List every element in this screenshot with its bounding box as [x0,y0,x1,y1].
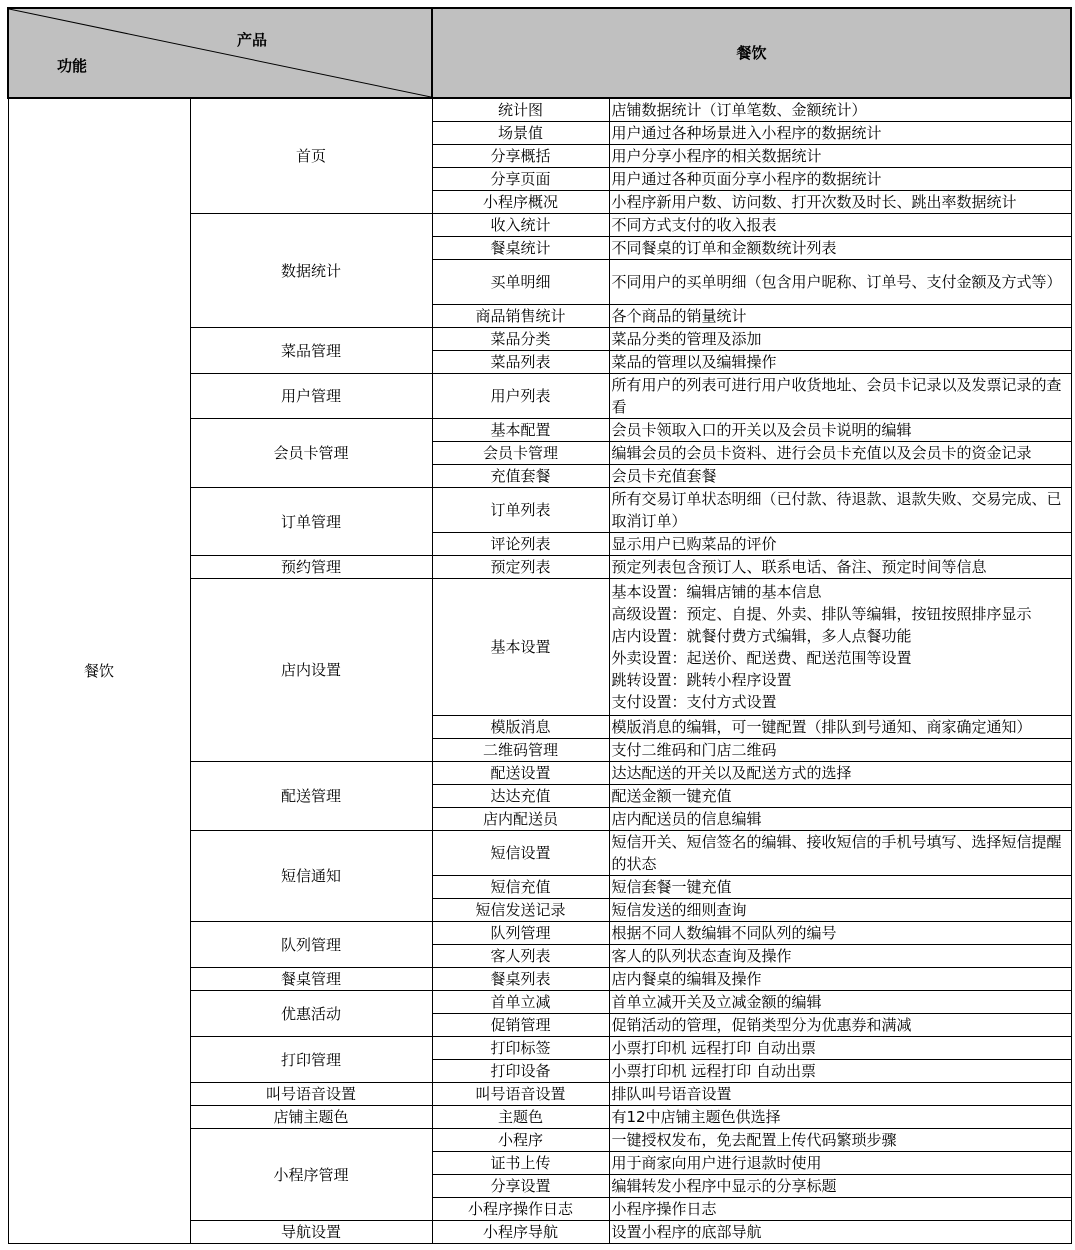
description-cell: 会员卡领取入口的开关以及会员卡说明的编辑 [609,419,1071,442]
product-header-label: 产品 [237,31,268,49]
feature-cell: 评论列表 [432,533,609,556]
description-cell: 短信套餐一键充值 [609,876,1071,899]
module-cell: 预约管理 [190,556,432,579]
module-cell: 数据统计 [190,214,432,328]
module-cell: 叫号语音设置 [190,1083,432,1106]
description-line: 跳转设置：跳转小程序设置 [611,671,792,689]
feature-cell: 促销管理 [432,1014,609,1037]
feature-cell: 队列管理 [432,922,609,945]
module-cell: 餐桌管理 [190,968,432,991]
description-cell: 用户分享小程序的相关数据统计 [609,145,1071,168]
description-line: 高级设置：预定、自提、外卖、排队等编辑，按钮按照排序显示 [611,605,1032,623]
description-cell: 短信发送的细则查询 [609,899,1071,922]
feature-cell: 收入统计 [432,214,609,237]
feature-cell: 分享页面 [432,168,609,191]
description-line: 外卖设置：起送价、配送费、配送范围等设置 [611,649,912,667]
description-cell: 配送金额一键充值 [609,785,1071,808]
module-cell: 订单管理 [190,488,432,556]
description-cell: 促销活动的管理，促销类型分为优惠券和满减 [609,1014,1071,1037]
feature-cell: 菜品分类 [432,328,609,351]
description-cell: 小程序操作日志 [609,1198,1071,1221]
feature-cell: 店内配送员 [432,808,609,831]
module-cell: 导航设置 [190,1221,432,1244]
description-cell: 编辑转发小程序中显示的分享标题 [609,1175,1071,1198]
module-cell: 首页 [190,98,432,214]
module-cell: 用户管理 [190,374,432,419]
description-cell: 支付二维码和门店二维码 [609,739,1071,762]
feature-cell: 首单立减 [432,991,609,1014]
description-cell: 不同方式支付的收入报表 [609,214,1071,237]
module-cell: 队列管理 [190,922,432,968]
feature-cell: 预定列表 [432,556,609,579]
feature-cell: 达达充值 [432,785,609,808]
feature-cell: 配送设置 [432,762,609,785]
category-cell: 餐饮 [8,98,190,1244]
description-cell: 一键授权发布，免去配置上传代码繁琐步骤 [609,1129,1071,1152]
description-cell: 所有用户的列表可进行用户收货地址、会员卡记录以及发票记录的查看 [609,374,1071,419]
feature-cell: 分享设置 [432,1175,609,1198]
description-cell: 排队叫号语音设置 [609,1083,1071,1106]
feature-cell: 证书上传 [432,1152,609,1175]
feature-cell: 二维码管理 [432,739,609,762]
description-cell: 小票打印机 远程打印 自动出票 [609,1037,1071,1060]
module-cell: 会员卡管理 [190,419,432,488]
description-cell: 客人的队列状态查询及操作 [609,945,1071,968]
category-header-cell: 餐饮 [432,8,1071,98]
feature-cell: 买单明细 [432,260,609,305]
function-header-label: 功能 [57,57,88,75]
feature-cell: 短信设置 [432,831,609,876]
feature-cell: 订单列表 [432,488,609,533]
feature-cell: 主题色 [432,1106,609,1129]
description-cell: 小票打印机 远程打印 自动出票 [609,1060,1071,1083]
description-cell: 用于商家向用户进行退款时使用 [609,1152,1071,1175]
description-line: 基本设置：编辑店铺的基本信息 [611,583,822,601]
feature-table [7,7,1072,1244]
feature-cell: 小程序操作日志 [432,1198,609,1221]
description-cell: 模版消息的编辑，可一键配置（排队到号通知、商家确定通知） [609,716,1071,739]
feature-cell: 打印设备 [432,1060,609,1083]
description-cell-multiline [609,579,1071,716]
description-cell: 不同餐桌的订单和金额数统计列表 [609,237,1071,260]
feature-cell: 餐桌列表 [432,968,609,991]
description-cell: 所有交易订单状态明细（已付款、待退款、退款失败、交易完成、已取消订单） [609,488,1071,533]
feature-cell: 小程序导航 [432,1221,609,1244]
diagonal-header-cell [8,8,432,98]
feature-cell: 基本设置 [432,579,609,716]
description-cell: 短信开关、短信签名的编辑、接收短信的手机号填写、选择短信提醒的状态 [609,831,1071,876]
feature-cell: 分享概括 [432,145,609,168]
description-cell: 达达配送的开关以及配送方式的选择 [609,762,1071,785]
header-row [8,8,1071,98]
description-cell: 会员卡充值套餐 [609,465,1071,488]
feature-cell: 基本配置 [432,419,609,442]
table-body [8,98,1071,1244]
description-cell: 根据不同人数编辑不同队列的编号 [609,922,1071,945]
module-cell: 小程序管理 [190,1129,432,1221]
feature-cell: 菜品列表 [432,351,609,374]
description-line: 店内设置：就餐付费方式编辑，多人点餐功能 [611,627,912,645]
feature-cell: 会员卡管理 [432,442,609,465]
description-cell: 店内配送员的信息编辑 [609,808,1071,831]
feature-cell: 模版消息 [432,716,609,739]
feature-cell: 场景值 [432,122,609,145]
description-cell: 不同用户的买单明细（包含用户昵称、订单号、支付金额及方式等） [609,260,1071,305]
feature-cell: 小程序概况 [432,191,609,214]
feature-cell: 充值套餐 [432,465,609,488]
description-cell: 显示用户已购菜品的评价 [609,533,1071,556]
description-cell: 编辑会员的会员卡资料、进行会员卡充值以及会员卡的资金记录 [609,442,1071,465]
description-cell: 预定列表包含预订人、联系电话、备注、预定时间等信息 [609,556,1071,579]
module-cell: 短信通知 [190,831,432,922]
feature-cell: 短信发送记录 [432,899,609,922]
feature-cell: 客人列表 [432,945,609,968]
description-line: 支付设置：支付方式设置 [611,693,777,711]
module-cell: 店铺主题色 [190,1106,432,1129]
feature-cell: 叫号语音设置 [432,1083,609,1106]
feature-cell: 商品销售统计 [432,305,609,328]
description-cell: 用户通过各种页面分享小程序的数据统计 [609,168,1071,191]
description-cell: 小程序新用户数、访问数、打开次数及时长、跳出率数据统计 [609,191,1071,214]
description-cell: 设置小程序的底部导航 [609,1221,1071,1244]
feature-cell: 短信充值 [432,876,609,899]
description-cell: 菜品的管理以及编辑操作 [609,351,1071,374]
description-cell: 菜品分类的管理及添加 [609,328,1071,351]
description-cell: 各个商品的销量统计 [609,305,1071,328]
feature-cell: 统计图 [432,98,609,122]
description-cell: 首单立减开关及立减金额的编辑 [609,991,1071,1014]
diagonal-divider [9,9,431,97]
feature-cell: 打印标签 [432,1037,609,1060]
module-cell: 优惠活动 [190,991,432,1037]
description-cell: 店铺数据统计（订单笔数、金额统计） [609,98,1071,122]
feature-cell: 用户列表 [432,374,609,419]
module-cell: 菜品管理 [190,328,432,374]
table-row [8,98,1071,122]
description-cell: 有12中店铺主题色供选择 [609,1106,1071,1129]
description-cell: 用户通过各种场景进入小程序的数据统计 [609,122,1071,145]
module-cell: 配送管理 [190,762,432,831]
feature-cell: 餐桌统计 [432,237,609,260]
module-cell: 打印管理 [190,1037,432,1083]
module-cell: 店内设置 [190,579,432,762]
feature-cell: 小程序 [432,1129,609,1152]
description-cell: 店内餐桌的编辑及操作 [609,968,1071,991]
